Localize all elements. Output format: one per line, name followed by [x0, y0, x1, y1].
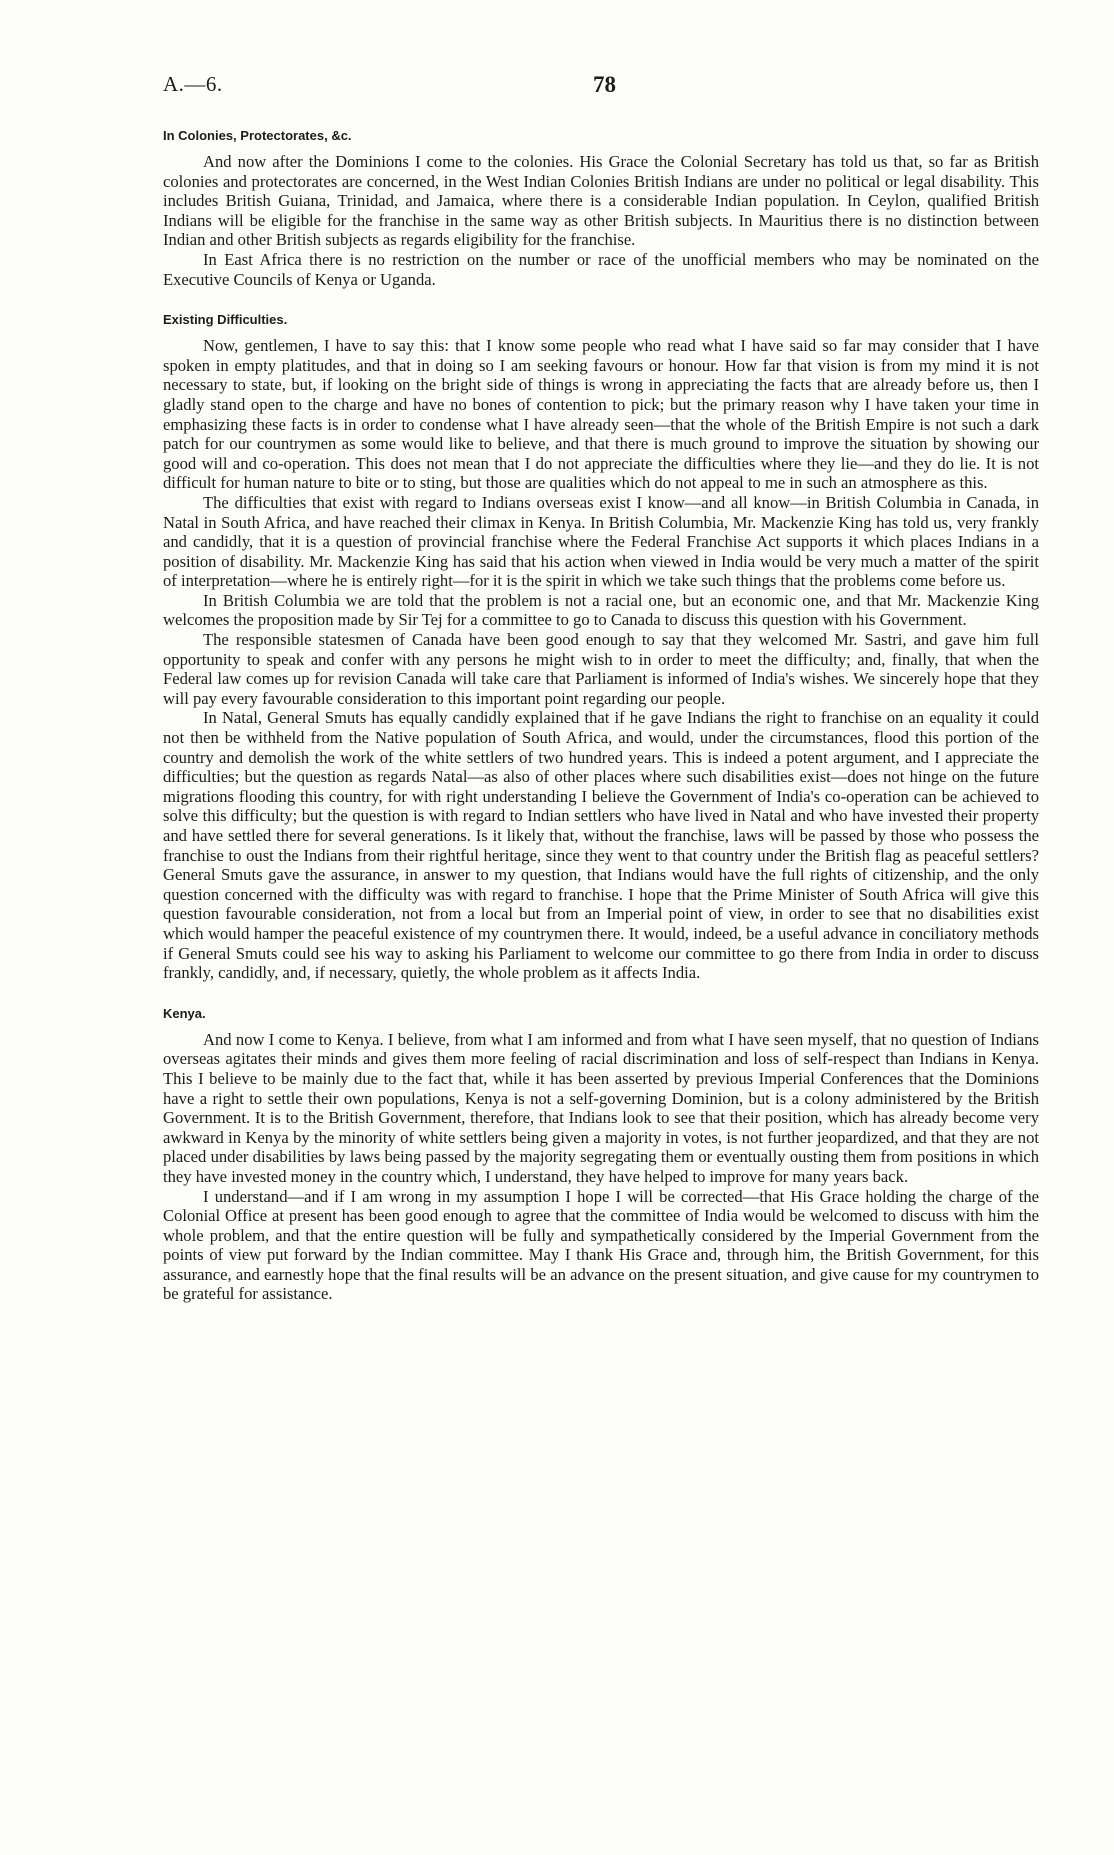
paragraph: And now I come to Kenya. I believe, from what I am informed and from what I have seen myself, that no question of Indians overseas agitates their minds and gives them more feeling of racial discrimination and loss of self-respect than Indians in Kenya. This I believe to be mainly due to the fact that, while it has been asserted by previous Imperial Conferences that the Dominions have a right to settle their own populations, Kenya is not a self-governing Dominion, but is a colony administered by the British Government. It is to the British Government, therefore, that Indians look to see that their position, which has already become very awkward in Kenya by the minority of white settlers being given a majority in votes, is not further jeopardized, and that they are not placed under disabilities by laws being passed by the majority segregating them or eventually ousting them from positions in which they have invested money in the country which, I understand, they have helped to improve for many years back.	[163, 1029, 1039, 1186]
paragraph: The responsible statesmen of Canada have been good enough to say that they welcomed Mr. Sastri, and gave him full opportunity to speak and confer with any persons he might wish to in order to meet the difficulty; and, finally, that when the Federal law comes up for revision Canada will take care that Parliament is informed of India's wishes. We sincerely hope that they will pay every favourable consideration to this important point regarding our people.	[163, 630, 1039, 708]
section-heading: In Colonies, Protectorates, &c.	[163, 128, 352, 143]
section-kenya	[163, 1006, 1039, 1304]
section-colonies	[163, 128, 1039, 289]
section-heading: Existing Difficulties.	[163, 312, 288, 328]
page-header	[163, 72, 1033, 112]
paragraph: In Natal, General Smuts has equally candidly explained that if he gave Indians the right to franchise on an equality it could not then be withheld from the Native population of South Africa, and would, under the circumstances, flood this portion of the country and demolish the work of the white settlers of two hundred years. This is indeed a potent argument, and I appreciate the difficulties; but the question as regards Natal—as also of other places where such disabilities exist—does not hinge on the future migrations flooding this country, for with right understanding I believe the Government of India's co-operation can be achieved to solve this difficulty; but the question is with regard to Indian settlers who have lived in Natal and who have invested their property and have settled there for several generations. Is it likely that, without the franchise, laws will be passed by those who possess the franchise to oust the Indians from their rightful heritage, since they went to that country under the British flag as peaceful settlers? General Smuts gave the assurance, in answer to my question, that Indians would have the full rights of citizenship, and the only question concerned with the difficulty was with regard to franchise. I hope that the Prime Minister of South Africa will give this question favourable consideration, not from a local but from an Imperial point of view, in order to see that no disabilities exist which would hamper the peaceful existence of my countrymen there. It would, indeed, be a useful advance in conciliatory methods if General Smuts could see his way to asking his Parliament to welcome our committee to go there from India in order to discuss frankly, candidly, and, if necessary, quietly, the whole problem as it affects India.	[163, 708, 1039, 983]
document-reference: A.—6.	[163, 72, 223, 96]
section-heading: Kenya.	[163, 1005, 206, 1021]
page-number: 78	[593, 72, 616, 97]
section-existing-difficulties	[163, 312, 1039, 983]
paragraph: In East Africa there is no restriction on the number or race of the unofficial members who may be nominated on the Executive Councils of Kenya or Uganda.	[163, 249, 1039, 289]
paragraph: The difficulties that exist with regard to Indians overseas exist I know—and all know—in British Columbia in Canada, in Natal in South Africa, and have reached their climax in Kenya. In British Columbia, Mr. Mackenzie King has told us, very frankly and candidly, that it is a question of provincial franchise where the Federal Franchise Act supports it which places Indians in a position of disability. Mr. Mackenzie King has said that his action when viewed in India would be very much a matter of the spirit of interpretation—where he is entirely right—for it is the spirit in which we take such things that the problems come before us.	[163, 492, 1039, 591]
paragraph: I understand—and if I am wrong in my assumption I hope I will be corrected—that His Grace holding the charge of the Colonial Office at present has been good enough to agree that the committee of India would be welcomed to discuss with him the whole problem, and that the entire question will be fully and sympathetically considered by the Imperial Government from the points of view put forward by the Indian committee. May I thank His Grace and, through him, the British Government, for this assurance, and earnestly hope that the final results will be an advance on the present situation, and give cause for my countrymen to be grateful for assistance.	[163, 1186, 1039, 1304]
paragraph: Now, gentlemen, I have to say this: that I know some people who read what I have said so far may consider that I have spoken in empty platitudes, and that in doing so I am seeking favours or honour. How far that vision is from my mind it is not necessary to state, but, if looking on the bright side of things is wrong in appreciating the facts that are already before us, then I gladly stand open to the charge and have no bones of contention to pick; but the primary reason why I have taken your time in emphasizing these facts is in order to condense what I have already seen—that the whole of the British Empire is not such a dark patch for our countrymen as some would like to believe, and that there is much ground to improve the situation by showing our good will and co-operation. This does not mean that I do not appreciate the difficulties where they lie—and they do lie. It is not difficult for human nature to bite or to sting, but those are qualities which do not appeal to me in such an atmosphere as this.	[163, 336, 1039, 493]
paragraph: In British Columbia we are told that the problem is not a racial one, but an economic one, and that Mr. Mackenzie King welcomes the proposition made by Sir Tej for a committee to go to Canada to discuss this question with his Government.	[163, 590, 1039, 630]
document-body	[163, 128, 1039, 1327]
paragraph: And now after the Dominions I come to the colonies. His Grace the Colonial Secretary has told us that, so far as British colonies and protectorates are concerned, in the West Indian Colonies British Indians are under no political or legal disability. This includes British Guiana, Trinidad, and Jamaica, where there is a considerable Indian population. In Ceylon, qualified British Indians will be eligible for the franchise in the same way as other British subjects. In Mauritius there is no distinction between Indian and other British subjects as regards eligibility for the franchise.	[163, 152, 1039, 250]
